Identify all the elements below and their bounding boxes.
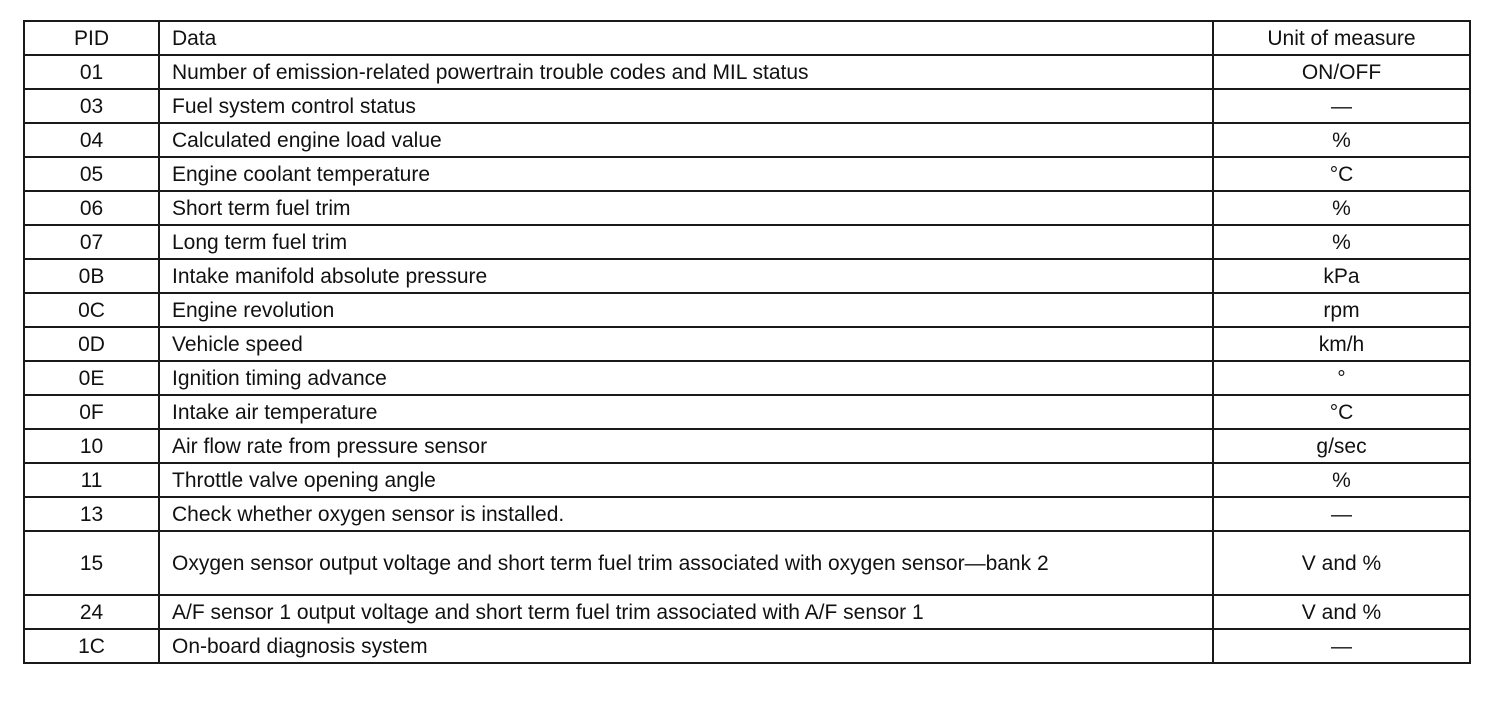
cell-unit: % xyxy=(1213,463,1470,497)
cell-unit: ON/OFF xyxy=(1213,55,1470,89)
table-row xyxy=(24,531,1470,595)
table-row xyxy=(24,361,1470,395)
table-row xyxy=(24,293,1470,327)
cell-data: Ignition timing advance xyxy=(159,361,1213,395)
table-row xyxy=(24,157,1470,191)
cell-unit: kPa xyxy=(1213,259,1470,293)
cell-pid: 0F xyxy=(24,395,159,429)
table-row xyxy=(24,225,1470,259)
table-row xyxy=(24,429,1470,463)
header-row xyxy=(24,21,1470,55)
cell-unit: rpm xyxy=(1213,293,1470,327)
cell-pid: 15 xyxy=(24,531,159,595)
cell-data: Engine revolution xyxy=(159,293,1213,327)
cell-data: Long term fuel trim xyxy=(159,225,1213,259)
cell-pid: 13 xyxy=(24,497,159,531)
table-row xyxy=(24,89,1470,123)
header-data: Data xyxy=(159,21,1213,55)
table-row xyxy=(24,629,1470,663)
cell-data: Oxygen sensor output voltage and short term fuel trim associated with oxygen sensor—bank 2 xyxy=(159,531,1213,595)
table-row xyxy=(24,395,1470,429)
cell-unit: % xyxy=(1213,191,1470,225)
cell-pid: 0B xyxy=(24,259,159,293)
cell-data: Number of emission-related powertrain trouble codes and MIL status xyxy=(159,55,1213,89)
cell-pid: 01 xyxy=(24,55,159,89)
cell-unit: % xyxy=(1213,123,1470,157)
table-row xyxy=(24,327,1470,361)
table-row xyxy=(24,259,1470,293)
cell-pid: 10 xyxy=(24,429,159,463)
cell-pid: 04 xyxy=(24,123,159,157)
header-unit: Unit of measure xyxy=(1213,21,1470,55)
table-row xyxy=(24,497,1470,531)
table-body xyxy=(24,55,1470,663)
cell-unit: — xyxy=(1213,497,1470,531)
table-row xyxy=(24,55,1470,89)
cell-unit: g/sec xyxy=(1213,429,1470,463)
cell-data: Fuel system control status xyxy=(159,89,1213,123)
cell-unit: % xyxy=(1213,225,1470,259)
table-row xyxy=(24,463,1470,497)
cell-unit: °C xyxy=(1213,395,1470,429)
cell-pid: 24 xyxy=(24,595,159,629)
cell-pid: 11 xyxy=(24,463,159,497)
pid-table xyxy=(23,20,1471,664)
cell-data: Check whether oxygen sensor is installed. xyxy=(159,497,1213,531)
cell-data: On-board diagnosis system xyxy=(159,629,1213,663)
cell-unit: °C xyxy=(1213,157,1470,191)
cell-pid: 0E xyxy=(24,361,159,395)
cell-data: Air flow rate from pressure sensor xyxy=(159,429,1213,463)
cell-unit: — xyxy=(1213,629,1470,663)
cell-data: Intake air temperature xyxy=(159,395,1213,429)
table-row xyxy=(24,595,1470,629)
cell-pid: 07 xyxy=(24,225,159,259)
cell-pid: 0D xyxy=(24,327,159,361)
cell-data: Intake manifold absolute pressure xyxy=(159,259,1213,293)
cell-data: A/F sensor 1 output voltage and short term fuel trim associated with A/F sensor 1 xyxy=(159,595,1213,629)
cell-data: Engine coolant temperature xyxy=(159,157,1213,191)
cell-pid: 03 xyxy=(24,89,159,123)
table-row xyxy=(24,191,1470,225)
cell-pid: 1C xyxy=(24,629,159,663)
cell-unit: — xyxy=(1213,89,1470,123)
cell-unit: km/h xyxy=(1213,327,1470,361)
cell-data: Vehicle speed xyxy=(159,327,1213,361)
cell-pid: 06 xyxy=(24,191,159,225)
table-row xyxy=(24,123,1470,157)
table-header xyxy=(24,21,1470,55)
cell-unit: V and % xyxy=(1213,595,1470,629)
cell-data: Throttle valve opening angle xyxy=(159,463,1213,497)
cell-pid: 0C xyxy=(24,293,159,327)
header-pid: PID xyxy=(24,21,159,55)
cell-unit: V and % xyxy=(1213,531,1470,595)
cell-data: Short term fuel trim xyxy=(159,191,1213,225)
cell-data: Calculated engine load value xyxy=(159,123,1213,157)
cell-unit: ° xyxy=(1213,361,1470,395)
cell-pid: 05 xyxy=(24,157,159,191)
